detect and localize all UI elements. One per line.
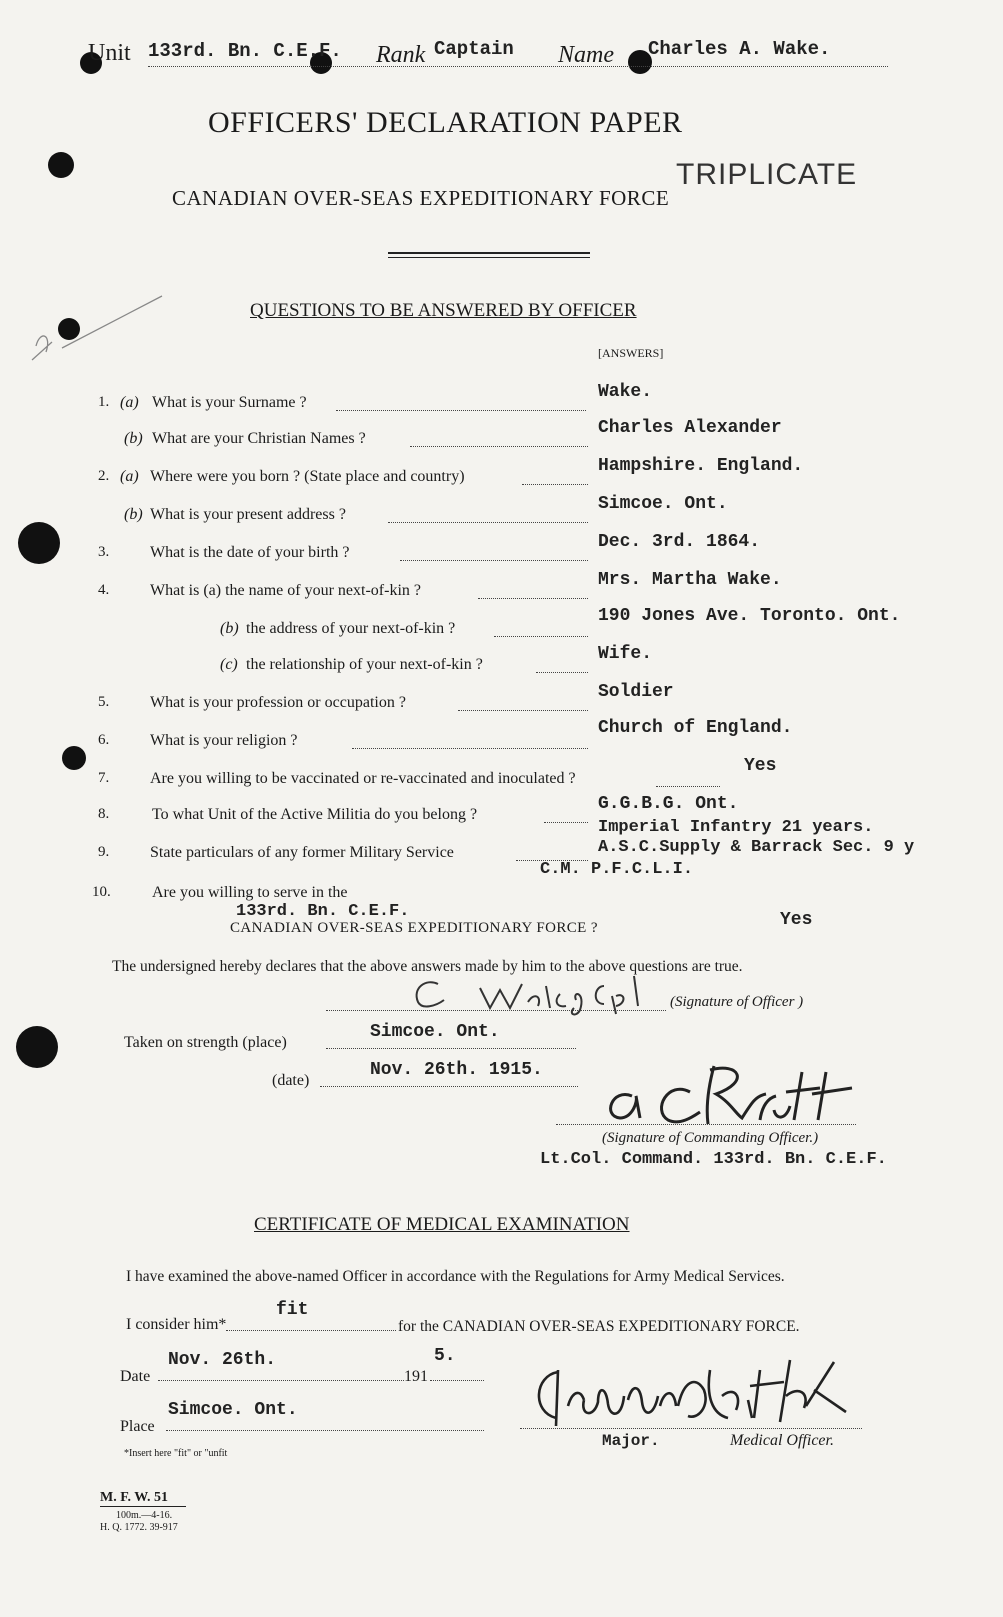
answer-line [336, 410, 586, 411]
med-year-prefix: 191 [404, 1368, 428, 1385]
answer-birth-date: Dec. 3rd. 1864. [598, 532, 761, 552]
co-signature-line [556, 1124, 856, 1125]
answer-occupation: Soldier [598, 682, 674, 702]
divider [388, 257, 590, 258]
answer-vaccinated: Yes [744, 756, 777, 776]
form-print-ref: H. Q. 1772. 39-917 [100, 1522, 178, 1533]
form-title: OFFICERS' DECLARATION PAPER [208, 106, 683, 139]
medical-officer-caption: Medical Officer. [730, 1432, 834, 1449]
med-year-suffix: 5. [434, 1346, 456, 1366]
answer-line [494, 636, 588, 637]
answer-line [430, 1380, 484, 1381]
unit-value: 133rd. Bn. C.E.F. [148, 40, 342, 62]
taken-on-strength-label: Taken on strength (place) [124, 1034, 287, 1051]
rank-label: Rank [376, 42, 426, 68]
header-rule [148, 66, 888, 67]
answer-birthplace: Hampshire. England. [598, 456, 804, 476]
date-label: (date) [272, 1072, 310, 1089]
question-number: 6. [98, 732, 110, 748]
medical-text: I have examined the above-named Officer in accordance with the Regulations for Army Medical Services. [126, 1268, 785, 1285]
answer-line [320, 1086, 578, 1087]
question-text: What is your Surname ? [152, 394, 307, 411]
question-text-2: CANADIAN OVER-SEAS EXPEDITIONARY FORCE ? [230, 920, 598, 936]
question-number: 1. [98, 394, 110, 410]
question-number: 7. [98, 770, 110, 786]
answer-line [478, 598, 588, 599]
answer-line [388, 522, 588, 523]
section-heading-questions: QUESTIONS TO BE ANSWERED BY OFFICER [250, 300, 637, 321]
rank-value: Captain [434, 38, 514, 60]
question-text: Are you willing to be vaccinated or re-vaccinated and inoculated ? [150, 770, 576, 787]
commanding-officer-signature [590, 1058, 860, 1134]
question-text: Are you willing to serve in the [152, 884, 348, 901]
med-place-label: Place [120, 1418, 155, 1435]
question-text: the address of your next-of-kin ? [246, 620, 456, 637]
co-signature-caption: (Signature of Commanding Officer.) [602, 1130, 819, 1146]
question-number: 4. [98, 582, 110, 598]
answer-christian-names: Charles Alexander [598, 418, 782, 438]
form-code: M. F. W. 51 [100, 1490, 168, 1505]
punch-hole [18, 522, 60, 564]
question-number: 3. [98, 544, 110, 560]
form-subtitle: CANADIAN OVER-SEAS EXPEDITIONARY FORCE [172, 186, 670, 210]
answer-line [326, 1048, 576, 1049]
answer-kin-address: 190 Jones Ave. Toronto. Ont. [598, 606, 901, 626]
question-sub: (b) [220, 620, 239, 637]
answer-military-service-3: C.M. P.F.C.L.I. [540, 860, 694, 879]
co-title: Lt.Col. Command. 133rd. Bn. C.E.F. [540, 1150, 887, 1169]
question-sub: (b) [124, 430, 143, 447]
medical-officer-signature [528, 1356, 858, 1436]
answer-line [458, 710, 588, 711]
footnote: *Insert here "fit" or "unfit [124, 1448, 228, 1459]
question-number: 2. [98, 468, 110, 484]
question-text: What is your religion ? [150, 732, 298, 749]
question-text: To what Unit of the Active Militia do you belong ? [152, 806, 478, 823]
answer-line [226, 1330, 396, 1331]
answer-line [522, 484, 588, 485]
answer-military-service-1: Imperial Infantry 21 years. [598, 818, 874, 837]
question-text: What is your present address ? [150, 506, 346, 523]
answer-line [656, 786, 720, 787]
pencil-mark [22, 290, 172, 370]
question-sub: (b) [124, 506, 143, 523]
officer-signature-caption: (Signature of Officer ) [670, 994, 804, 1010]
answer-line [536, 672, 588, 673]
med-date-value: Nov. 26th. [168, 1350, 277, 1370]
question-sub: (a) [120, 394, 139, 411]
med-place-value: Simcoe. Ont. [168, 1400, 298, 1420]
answer-militia-unit: G.G.B.G. Ont. [598, 794, 739, 814]
punch-hole [16, 1026, 58, 1068]
question-text: Where were you born ? (State place and country) [150, 468, 465, 485]
officer-signature [390, 966, 680, 1018]
answer-serve-unit: 133rd. Bn. C.E.F. [236, 902, 410, 921]
unit-label: Unit [88, 40, 131, 66]
question-number: 8. [98, 806, 110, 822]
form-print-run: 100m.—4-16. [116, 1510, 173, 1521]
answers-heading: [ANSWERS] [598, 346, 664, 360]
name-value: Charles A. Wake. [648, 38, 831, 60]
mo-signature-line [520, 1428, 862, 1429]
triplicate-stamp: TRIPLICATE [676, 158, 858, 191]
declaration-text: The undersigned hereby declares that the above answers made by him to the above questions are true. [112, 958, 743, 975]
question-text: the relationship of your next-of-kin ? [246, 656, 483, 673]
answer-kin-relationship: Wife. [598, 644, 653, 664]
question-number: 10. [92, 884, 111, 900]
question-sub: (c) [220, 656, 238, 673]
taken-place: Simcoe. Ont. [370, 1022, 500, 1042]
question-sub: (a) [120, 468, 139, 485]
med-date-label: Date [120, 1368, 151, 1385]
question-text: State particulars of any former Military Service [150, 844, 454, 861]
punch-hole [62, 746, 86, 770]
answer-line [166, 1430, 484, 1431]
question-number: 9. [98, 844, 110, 860]
section-heading-medical: CERTIFICATE OF MEDICAL EXAMINATION [254, 1214, 630, 1235]
punch-hole [48, 152, 74, 178]
name-label: Name [558, 42, 614, 68]
answer-line [410, 446, 588, 447]
consider-label: I consider him* [126, 1316, 227, 1333]
answer-willing-to-serve: Yes [780, 910, 813, 930]
answer-address: Simcoe. Ont. [598, 494, 728, 514]
consider-value: fit [276, 1300, 309, 1320]
answer-next-of-kin: Mrs. Martha Wake. [598, 570, 782, 590]
form-code-rule [100, 1506, 186, 1507]
answer-surname: Wake. [598, 382, 653, 402]
taken-date: Nov. 26th. 1915. [370, 1060, 543, 1080]
consider-suffix: for the CANADIAN OVER-SEAS EXPEDITIONARY FORCE. [398, 1318, 800, 1335]
question-text: What is the date of your birth ? [150, 544, 350, 561]
med-rank: Major. [602, 1432, 660, 1450]
answer-military-service-2: A.S.C.Supply & Barrack Sec. 9 y [598, 838, 915, 857]
question-text: What is your profession or occupation ? [150, 694, 406, 711]
answer-line [400, 560, 588, 561]
question-text: What is (a) the name of your next-of-kin ? [150, 582, 422, 599]
question-number: 5. [98, 694, 110, 710]
answer-line [158, 1380, 404, 1381]
question-text: What are your Christian Names ? [152, 430, 366, 447]
answer-line [544, 822, 588, 823]
divider [388, 252, 590, 254]
answer-line [352, 748, 588, 749]
answer-religion: Church of England. [598, 718, 793, 738]
